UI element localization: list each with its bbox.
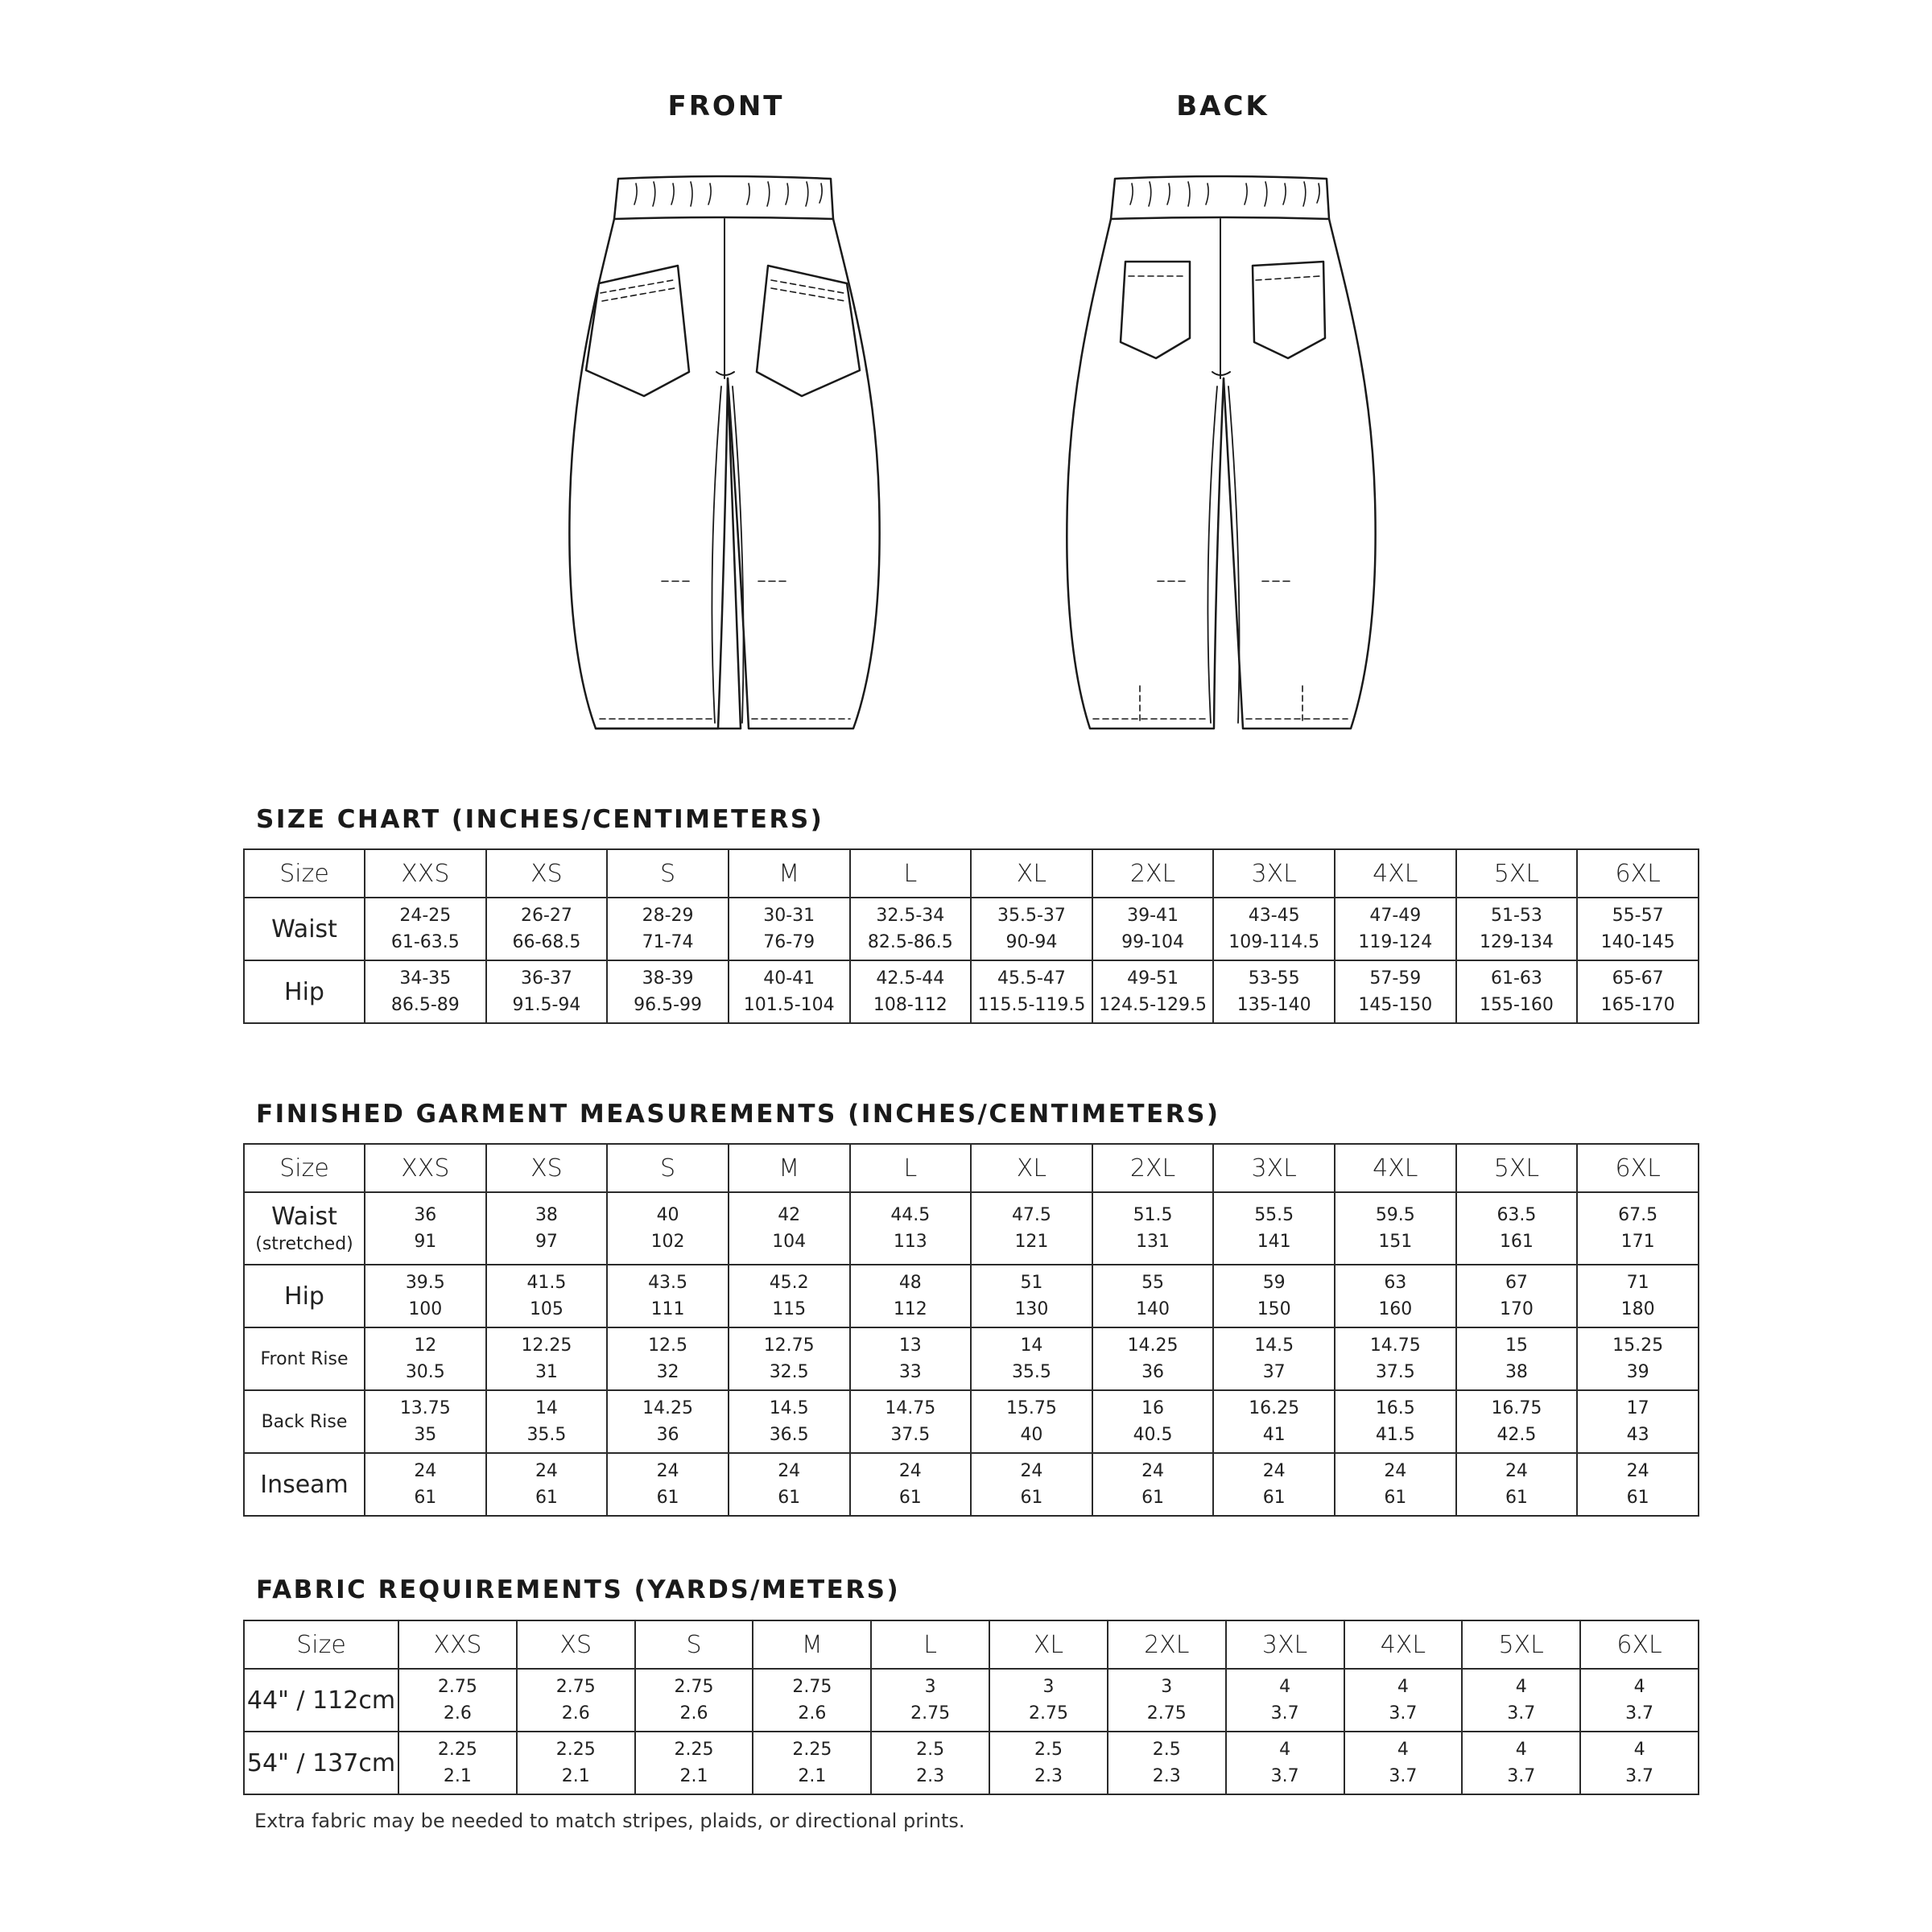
header-cell: XL (989, 1620, 1108, 1669)
value-cell: 47.5 121 (971, 1192, 1092, 1265)
value-cell: 48 112 (850, 1265, 972, 1327)
header-cell: XXS (365, 849, 486, 898)
header-cell: 2XL (1092, 849, 1214, 898)
value-cell: 51 130 (971, 1265, 1092, 1327)
value-cell: 55 140 (1092, 1265, 1214, 1327)
row-label: Hip (244, 1265, 365, 1327)
value-cell: 61-63 155-160 (1456, 960, 1578, 1023)
value-cell: 53-55 135-140 (1213, 960, 1335, 1023)
front-waistband (614, 176, 833, 219)
value-cell: 59.5 151 (1335, 1192, 1456, 1265)
header-cell: 6XL (1577, 1144, 1699, 1192)
value-cell: 14.25 36 (1092, 1327, 1214, 1390)
value-cell: 24 61 (1456, 1453, 1578, 1516)
row-label: Front Rise (244, 1327, 365, 1390)
value-cell: 4 3.7 (1344, 1669, 1463, 1732)
value-cell: 51.5 131 (1092, 1192, 1214, 1265)
back-view-label: BACK (1176, 90, 1269, 122)
value-cell: 2.5 2.3 (989, 1732, 1108, 1794)
value-cell: 55-57 140-145 (1577, 898, 1699, 960)
header-cell: S (635, 1620, 753, 1669)
value-cell: 51-53 129-134 (1456, 898, 1578, 960)
value-cell: 40-41 101.5-104 (729, 960, 850, 1023)
front-view-label: FRONT (667, 90, 785, 122)
row-label: Waist (244, 898, 365, 960)
table-header-row (244, 1620, 1699, 1669)
value-cell: 4 3.7 (1580, 1669, 1699, 1732)
value-cell: 36-37 91.5-94 (486, 960, 608, 1023)
value-cell: 16.25 41 (1213, 1390, 1335, 1453)
table-row (244, 898, 1699, 960)
header-cell: L (850, 849, 972, 898)
row-label: Inseam (244, 1453, 365, 1516)
header-cell: M (729, 1144, 850, 1192)
finished-measurements-table (243, 1143, 1699, 1517)
value-cell: 12.25 31 (486, 1327, 608, 1390)
value-cell: 14 35.5 (486, 1390, 608, 1453)
value-cell: 15.75 40 (971, 1390, 1092, 1453)
value-cell: 13.75 35 (365, 1390, 486, 1453)
header-cell: Size (244, 1144, 365, 1192)
header-cell: XL (971, 849, 1092, 898)
value-cell: 24 61 (1577, 1453, 1699, 1516)
size-chart-title: SIZE CHART (INCHES/CENTIMETERS) (256, 805, 824, 834)
front-waistband-gathers (634, 182, 822, 206)
value-cell: 4 3.7 (1462, 1669, 1580, 1732)
front-pants-drawing (569, 176, 879, 729)
value-cell: 3 2.75 (989, 1669, 1108, 1732)
value-cell: 67.5 171 (1577, 1192, 1699, 1265)
value-cell: 24 61 (729, 1453, 850, 1516)
back-right-leg (1224, 219, 1376, 729)
value-cell: 41.5 105 (486, 1265, 608, 1327)
row-label: 44" / 112cm (244, 1669, 398, 1732)
value-cell: 24 61 (486, 1453, 608, 1516)
table-row (244, 1669, 1699, 1732)
value-cell: 24 61 (365, 1453, 486, 1516)
row-label: 54" / 137cm (244, 1732, 398, 1794)
header-cell: 6XL (1580, 1620, 1699, 1669)
value-cell: 14.5 36.5 (729, 1390, 850, 1453)
header-cell: 4XL (1344, 1620, 1463, 1669)
value-cell: 2.25 2.1 (753, 1732, 871, 1794)
header-cell: Size (244, 849, 365, 898)
back-pants-drawing (1067, 176, 1375, 729)
value-cell: 34-35 86.5-89 (365, 960, 486, 1023)
value-cell: 24-25 61-63.5 (365, 898, 486, 960)
fabric-footnote: Extra fabric may be needed to match stripes, plaids, or directional prints. (254, 1810, 965, 1832)
pants-technical-drawings (0, 0, 1932, 773)
value-cell: 3 2.75 (871, 1669, 989, 1732)
header-cell: 5XL (1456, 1144, 1578, 1192)
front-left-pocket (586, 266, 689, 396)
header-cell: 6XL (1577, 849, 1699, 898)
header-cell: L (850, 1144, 972, 1192)
value-cell: 43-45 109-114.5 (1213, 898, 1335, 960)
value-cell: 49-51 124.5-129.5 (1092, 960, 1214, 1023)
value-cell: 65-67 165-170 (1577, 960, 1699, 1023)
value-cell: 24 61 (850, 1453, 972, 1516)
value-cell: 14 35.5 (971, 1327, 1092, 1390)
header-cell: XL (971, 1144, 1092, 1192)
front-right-leg (728, 219, 880, 729)
value-cell: 16.5 41.5 (1335, 1390, 1456, 1453)
value-cell: 36 91 (365, 1192, 486, 1265)
value-cell: 16 40.5 (1092, 1390, 1214, 1453)
value-cell: 45.2 115 (729, 1265, 850, 1327)
value-cell: 4 3.7 (1462, 1732, 1580, 1794)
value-cell: 38 97 (486, 1192, 608, 1265)
value-cell: 2.25 2.1 (517, 1732, 635, 1794)
table-header-row (244, 1144, 1699, 1192)
value-cell: 44.5 113 (850, 1192, 972, 1265)
header-cell: 4XL (1335, 1144, 1456, 1192)
header-cell: XXS (365, 1144, 486, 1192)
value-cell: 15.25 39 (1577, 1327, 1699, 1390)
fabric-requirements-title: FABRIC REQUIREMENTS (YARDS/METERS) (256, 1575, 901, 1604)
back-waistband-gathers (1130, 182, 1319, 206)
table-header-row (244, 849, 1699, 898)
back-left-leg (1067, 219, 1224, 729)
value-cell: 14.75 37.5 (1335, 1327, 1456, 1390)
value-cell: 14.75 37.5 (850, 1390, 972, 1453)
value-cell: 63.5 161 (1456, 1192, 1578, 1265)
header-cell: S (607, 1144, 729, 1192)
header-cell: 5XL (1462, 1620, 1580, 1669)
value-cell: 71 180 (1577, 1265, 1699, 1327)
back-waistband (1111, 176, 1329, 219)
value-cell: 4 3.7 (1344, 1732, 1463, 1794)
value-cell: 24 61 (1335, 1453, 1456, 1516)
table-row (244, 1390, 1699, 1453)
table-row (244, 1453, 1699, 1516)
value-cell: 2.25 2.1 (398, 1732, 517, 1794)
value-cell: 40 102 (607, 1192, 729, 1265)
row-label: Back Rise (244, 1390, 365, 1453)
row-label: Hip (244, 960, 365, 1023)
value-cell: 30-31 76-79 (729, 898, 850, 960)
header-cell: XS (486, 849, 608, 898)
value-cell: 24 61 (971, 1453, 1092, 1516)
value-cell: 55.5 141 (1213, 1192, 1335, 1265)
header-cell: 3XL (1213, 1144, 1335, 1192)
value-cell: 15 38 (1456, 1327, 1578, 1390)
value-cell: 12 30.5 (365, 1327, 486, 1390)
value-cell: 57-59 145-150 (1335, 960, 1456, 1023)
value-cell: 12.5 32 (607, 1327, 729, 1390)
value-cell: 13 33 (850, 1327, 972, 1390)
header-cell: 4XL (1335, 849, 1456, 898)
value-cell: 14.5 37 (1213, 1327, 1335, 1390)
value-cell: 2.75 2.6 (753, 1669, 871, 1732)
header-cell: XS (486, 1144, 608, 1192)
value-cell: 43.5 111 (607, 1265, 729, 1327)
value-cell: 24 61 (1213, 1453, 1335, 1516)
size-chart-table (243, 848, 1699, 1024)
value-cell: 35.5-37 90-94 (971, 898, 1092, 960)
table-row (244, 1192, 1699, 1265)
fabric-requirements-table (243, 1620, 1699, 1795)
table-row (244, 1265, 1699, 1327)
value-cell: 2.5 2.3 (1108, 1732, 1226, 1794)
header-cell: M (729, 849, 850, 898)
value-cell: 32.5-34 82.5-86.5 (850, 898, 972, 960)
header-cell: L (871, 1620, 989, 1669)
value-cell: 39-41 99-104 (1092, 898, 1214, 960)
header-cell: S (607, 849, 729, 898)
value-cell: 17 43 (1577, 1390, 1699, 1453)
header-cell: XXS (398, 1620, 517, 1669)
value-cell: 2.75 2.6 (398, 1669, 517, 1732)
value-cell: 47-49 119-124 (1335, 898, 1456, 960)
table-row (244, 1732, 1699, 1794)
value-cell: 16.75 42.5 (1456, 1390, 1578, 1453)
value-cell: 2.5 2.3 (871, 1732, 989, 1794)
value-cell: 2.75 2.6 (517, 1669, 635, 1732)
value-cell: 24 61 (607, 1453, 729, 1516)
value-cell: 42.5-44 108-112 (850, 960, 972, 1023)
value-cell: 4 3.7 (1226, 1732, 1344, 1794)
front-right-pocket (757, 266, 860, 396)
value-cell: 4 3.7 (1226, 1669, 1344, 1732)
value-cell: 42 104 (729, 1192, 850, 1265)
value-cell: 24 61 (1092, 1453, 1214, 1516)
header-cell: Size (244, 1620, 398, 1669)
table-row (244, 960, 1699, 1023)
header-cell: 2XL (1092, 1144, 1214, 1192)
value-cell: 67 170 (1456, 1265, 1578, 1327)
value-cell: 3 2.75 (1108, 1669, 1226, 1732)
value-cell: 28-29 71-74 (607, 898, 729, 960)
value-cell: 4 3.7 (1580, 1732, 1699, 1794)
finished-measurements-title: FINISHED GARMENT MEASUREMENTS (INCHES/CENTIMETERS) (256, 1100, 1220, 1129)
value-cell: 63 160 (1335, 1265, 1456, 1327)
value-cell: 45.5-47 115.5-119.5 (971, 960, 1092, 1023)
header-cell: M (753, 1620, 871, 1669)
header-cell: 3XL (1226, 1620, 1344, 1669)
header-cell: 5XL (1456, 849, 1578, 898)
value-cell: 2.75 2.6 (635, 1669, 753, 1732)
value-cell: 12.75 32.5 (729, 1327, 850, 1390)
value-cell: 38-39 96.5-99 (607, 960, 729, 1023)
value-cell: 26-27 66-68.5 (486, 898, 608, 960)
value-cell: 59 150 (1213, 1265, 1335, 1327)
value-cell: 2.25 2.1 (635, 1732, 753, 1794)
header-cell: 3XL (1213, 849, 1335, 898)
row-label: Waist (stretched) (244, 1192, 365, 1265)
header-cell: 2XL (1108, 1620, 1226, 1669)
header-cell: XS (517, 1620, 635, 1669)
value-cell: 39.5 100 (365, 1265, 486, 1327)
table-row (244, 1327, 1699, 1390)
value-cell: 14.25 36 (607, 1390, 729, 1453)
